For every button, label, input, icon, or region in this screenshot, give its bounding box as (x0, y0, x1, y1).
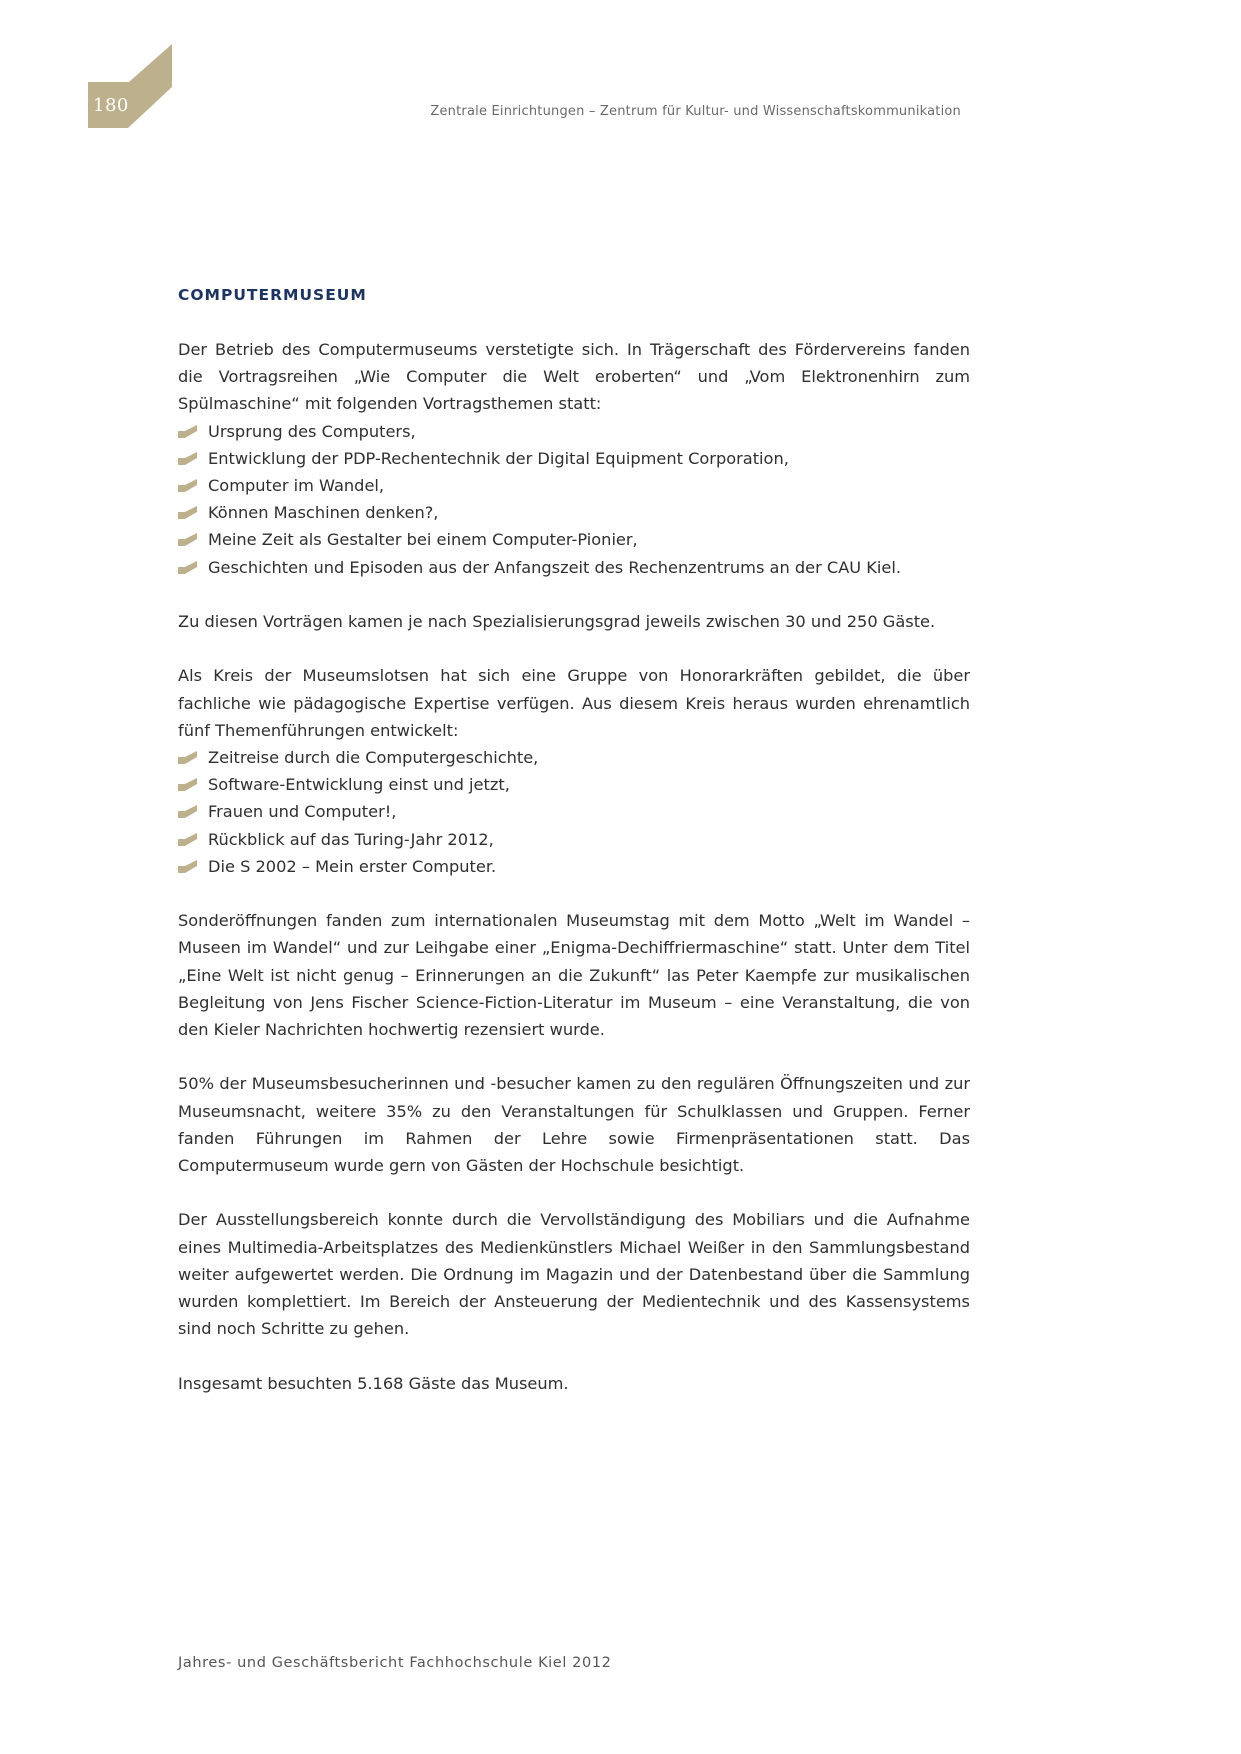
check-bullet-icon (178, 479, 197, 492)
check-bullet-icon (178, 452, 197, 465)
intro-paragraph: Der Betrieb des Computermuseums verstetigte sich. In Trägerschaft des Fördervereins fanden die Vortragsreihen „Wie Computer die Welt eroberten“ und „Vom Elektronenhirn zum Spülmaschine“ mit folgenden Vortragsthemen statt: (178, 340, 970, 414)
lecture-topics-list (178, 418, 970, 581)
total-visitors-paragraph: Insgesamt besuchten 5.168 Gäste das Museum. (178, 1373, 569, 1393)
check-bullet-icon (178, 860, 197, 873)
list-item (178, 445, 970, 472)
list-item (178, 853, 970, 880)
list-item (178, 472, 970, 499)
list-item-text: Ursprung des Computers, (208, 421, 416, 441)
check-bullet-icon (178, 506, 197, 519)
list-item-text: Die S 2002 – Mein erster Computer. (208, 856, 497, 876)
section-title: COMPUTERMUSEUM (178, 286, 367, 304)
list-item-text: Geschichten und Episoden aus der Anfangszeit des Rechenzentrums an der CAU Kiel. (208, 557, 901, 577)
exhibition-paragraph: Der Ausstellungsbereich konnte durch die Vervollständigung des Mobiliars und die Aufnahme eines Multimedia-Arbeitsplatzes des Medienkünstlers Michael Weißer in den Sammlungsbestand weiter aufgewertet werden. Die Ordnung im Magazin und der Datenbestand über die Sammlung wurden komplettiert. Im Bereich der Ansteuerung der Medientechnik und des Kassensystems sind noch Schritte zu gehen. (178, 1210, 970, 1339)
check-bullet-icon (178, 778, 197, 791)
list-item-text: Zeitreise durch die Computergeschichte, (208, 748, 539, 768)
list-item-text: Frauen und Computer!, (208, 802, 397, 822)
list-item (178, 826, 970, 853)
check-bullet-icon (178, 425, 197, 438)
list-item (178, 744, 970, 771)
special-openings-paragraph: Sonderöffnungen fanden zum internationalen Museumstag mit dem Motto „Welt im Wandel – Museen im Wandel“ und zur Leihgabe einer „Enigma-Dechiffriermaschine“ statt. Unter dem Titel „Eine Welt ist nicht genug – Erinnerungen an die Zukunft“ las Peter Kaempfe zur musikalischen Begleitung von Jens Fischer Science-Fiction-Literatur im Museum – eine Veranstaltung, die von den Kieler Nachrichten hochwertig rezensiert wurde. (178, 911, 970, 1040)
check-bullet-icon (178, 833, 197, 846)
list-item-text: Rückblick auf das Turing-Jahr 2012, (208, 829, 494, 849)
guides-paragraph: Als Kreis der Museumslotsen hat sich eine Gruppe von Honorarkräften gebildet, die über fachliche wie pädagogische Expertise verfügen. Aus diesem Kreis heraus wurden ehrenamtlich fünf Themenführungen entwickelt: (178, 666, 970, 740)
list-item (178, 771, 970, 798)
page-number: 180 (93, 95, 129, 116)
list-item (178, 418, 970, 445)
list-item (178, 526, 970, 553)
list-item (178, 798, 970, 825)
page-footer: Jahres- und Geschäftsbericht Fachhochschule Kiel 2012 (178, 1655, 612, 1671)
attendance-paragraph: Zu diesen Vorträgen kamen je nach Spezialisierungsgrad jeweils zwischen 30 und 250 Gäste. (178, 612, 936, 632)
main-content (178, 282, 970, 1424)
list-item-text: Software-Entwicklung einst und jetzt, (208, 775, 510, 795)
check-bullet-icon (178, 533, 197, 546)
running-head: Zentrale Einrichtungen – Zentrum für Kultur- und Wissenschaftskommunikation (430, 104, 961, 119)
list-item (178, 499, 970, 526)
list-item-text: Meine Zeit als Gestalter bei einem Computer-Pionier, (208, 530, 638, 550)
check-bullet-icon (178, 751, 197, 764)
list-item-text: Computer im Wandel, (208, 476, 385, 496)
list-item-text: Entwicklung der PDP-Rechentechnik der Digital Equipment Corporation, (208, 448, 789, 468)
check-bullet-icon (178, 805, 197, 818)
list-item-text: Können Maschinen denken?, (208, 503, 439, 523)
check-bullet-icon (178, 561, 197, 574)
list-item (178, 554, 970, 581)
tour-topics-list (178, 744, 970, 880)
visitors-paragraph: 50% der Museumsbesucherinnen und -besucher kamen zu den regulären Öffnungszeiten und zur Museumsnacht, weitere 35% zu den Veranstaltungen für Schulklassen und Gruppen. Ferner fanden Führungen im Rahmen der Lehre sowie Firmenpräsentationen statt. Das Computermuseum wurde gern von Gästen der Hochschule besichtigt. (178, 1074, 970, 1176)
